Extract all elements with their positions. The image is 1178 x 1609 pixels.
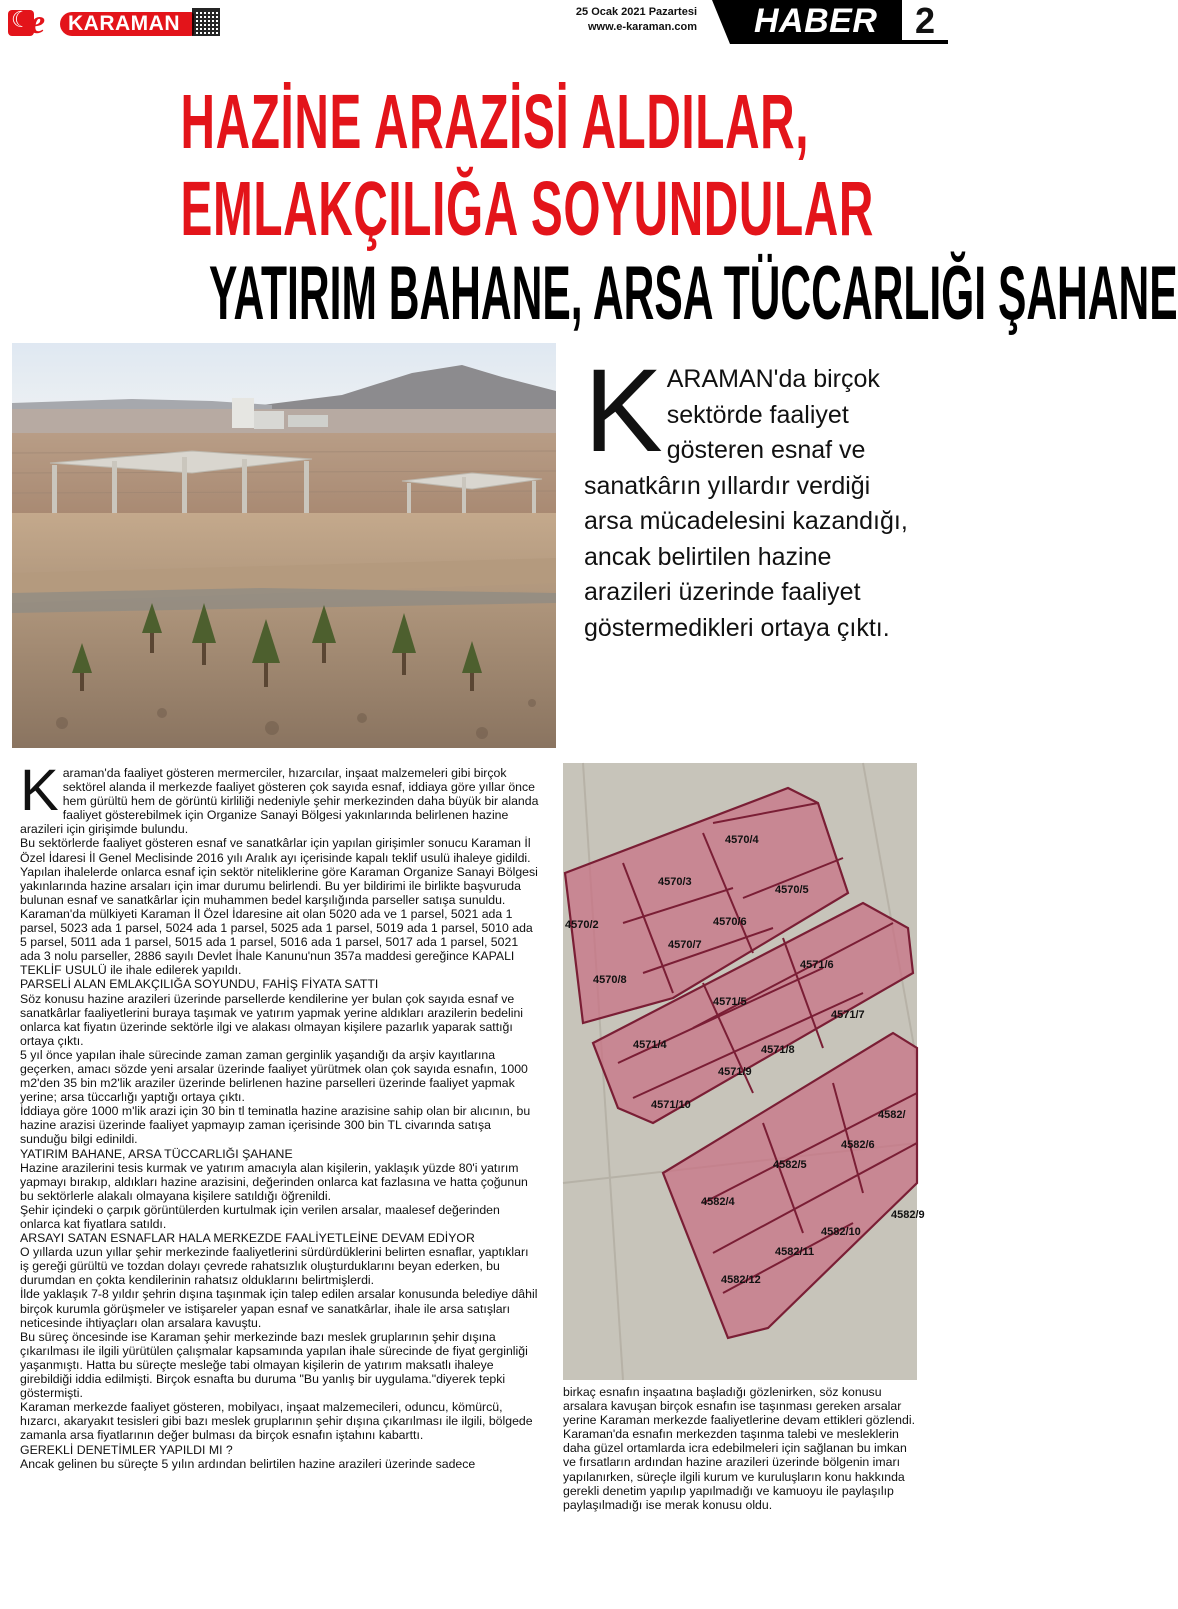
logo-name: KARAMAN xyxy=(68,12,180,35)
section-subheading: ARSAYI SATAN ESNAFLAR HALA MERKEZDE FAALİYETLEİNE DEVAM EDİYOR xyxy=(20,1231,475,1246)
parcel-label: 4582/12 xyxy=(721,1274,761,1286)
body-paragraph: Hazine arazilerini tesis kurmak ve yatırım amacıyla alan kişilerin, yaklaşık yüzde 80'i yatırım yapmayı bırakıp, aldıkları hazine arazisini, değerinden onlarca kat fazlasına ve hatta çoğunun bu sektörlerle alakalı olmayana kişilere satıldığı öğrenildi. xyxy=(20,1160,528,1203)
body-paragraph: Karaman merkezde faaliyet gösteren, mobilyacı, inşaat malzemecileri, oduncu, kömürcü, hızarcı, akaryakıt tesisleri gibi bazı meslek gruplarının şehir dışına çıkarılması ile ilgili, bölgede zamanla arsa fiyatlarının değer bulması da birçok esnafın iştahını kabarttı. xyxy=(20,1400,533,1443)
parcel-label: 4570/4 xyxy=(725,834,759,846)
section-tab-slant xyxy=(712,0,730,44)
parcel-map xyxy=(563,763,925,1380)
body-paragraph: Bu sektörlerde faaliyet gösteren esnaf ve sanatkârlar için yapılan girişimler sonucu Karaman İl Özel İdaresi İl Genel Meclisinde 2016 yılı Aralık ayı içerisinde kapalı teklif usulü ihaleye gidildi. Yapılan ihalelerde onlarca esnaf için sektör niteliklerine göre Karaman Organize Sanayi Bölgesi yakınlarında hazine arsaları için imar durumu belirlendi. Bu yer bildirimi ile birlikte başvuruda bulunan esnaf ve sanatkârlar için muhammen bedel karşılığında parseller satışa sunuldu. xyxy=(20,836,538,907)
website-link[interactable]: www.e-karaman.com xyxy=(587,21,697,33)
parcel-label: 4571/8 xyxy=(761,1044,795,1056)
masthead xyxy=(0,0,950,48)
section-tab xyxy=(730,0,902,44)
issue-date: 25 Ocak 2021 Pazartesi xyxy=(575,6,697,18)
body-paragraph: Bu süreç öncesinde ise Karaman şehir merkezinde bazı meslek gruplarının şehir dışına çıkarılması ile ilgili yürütülen çalışmalar kapsamında yapılan ihale sürecinde de fiyat gerginliği yaşanmıştı. Hatta bu süreçte mesleğe tabi olmayan kişilerin de yatırım maksatlı ihaleye girebildiği iddia edilmişti. Birçok esnafta bu duruma "Bu yanlış bir uygulama."diyerek tepki göstermişti. xyxy=(20,1329,528,1401)
parcel-label: 4582/4 xyxy=(701,1196,735,1208)
parcel-label: 4582/ xyxy=(878,1109,906,1121)
parcel-label: 4571/6 xyxy=(800,959,834,971)
section-subheading: GEREKLİ DENETİMLER YAPILDI MI ? xyxy=(20,1442,233,1457)
landscape-photo-illustration xyxy=(12,343,556,748)
body-paragraph: Karaman'da esnafın merkezden taşınma talebi ve mesleklerin daha güzel ortamlarda icra edebilmeleri için sağlanan bu imkan ve fırsatların ardından hazine arazileri üzerinde bölgenin imarı yapılanırken, süreçle ilgili kurum ve kuruluşların konu hakkında gerekli denetim yapılıp yapılmadığı ve kamuoyu ile paylaşılıp paylaşılmadığı ise merak konusu oldu. xyxy=(563,1427,907,1512)
body-paragraph-text: araman'da faaliyet gösteren mermerciler, hızarcılar, inşaat malzemeleri gibi birçok sektörel alanda il merkezde faaliyet gösteren çok sayıda esnaf, iddiaya göre yıllar önce hem gürültü hem de görüntü kirliliği nedeniyle şehir merkezinden daha büyük bir alanda faaliyet gösterebilmek için Organize Sanayi Bölgesi yakınlarında belirlenen hazine arazileri için girişimde bulundu. xyxy=(20,766,539,837)
body-paragraph: Söz konusu hazine arazileri üzerinde parsellerde kendilerine yer bulan çok sayıda esnaf ve sanatkârlar faaliyetlerini buraya taşımak ve yatırım yapmak yerine aldıkları arazilerin bedelini onlarca kat fiyatın üzerinde sektörle ilgi ve alakası olmayan kişilere pazarlık yaparak sattığı ortaya çıktı. xyxy=(20,991,524,1048)
lead-dropcap: K xyxy=(584,345,663,477)
parcel-label: 4570/5 xyxy=(775,884,809,896)
parcel-label: 4582/11 xyxy=(775,1246,815,1258)
section-subheading: YATIRIM BAHANE, ARSA TÜCCARLIĞI ŞAHANE xyxy=(20,1146,293,1161)
parcel-map-svg xyxy=(563,763,925,1380)
body-paragraph xyxy=(20,758,540,837)
body-paragraph: İddiaya göre 1000 m'lik arazi için 30 bin tl teminatla hazine arazisine sahip olan bir alıcının, bu hazine arazisi üzerinde faaliyet yapmayıp zaman içerisinde 300 bin TL civarında satışa sunduğu bilgi edinildi. xyxy=(20,1104,531,1147)
parcel-label: 4571/9 xyxy=(718,1066,752,1078)
body-paragraph: Karaman'da mülkiyeti Karaman İl Özel İdaresine ait olan 5020 ada ve 1 parsel, 5021 ada 1 parsel, 5023 ada 1 parsel, 5024 ada 1 parsel, 5025 ada 1 parsel, 5019 ada 1 parsel, 5010 ada 5 parsel, 5011 ada 1 parsel, 5015 ada 1 parsel, 5016 ada 1 parsel, 5017 ada 1 parsel, 5021 ada 3 nolu parseller, 2886 sayılı Devlet İhale Kanunu'nun 357a maddesi gereğince KAPALI TEKLİF USULÜ ile ihale edilerek yapıldı. xyxy=(20,906,533,978)
body-paragraph: birkaç esnafın inşaatına başladığı gözlenirken, söz konusu arsalara kavuşan birçok esnafın ise taşınması gereken arsalar yerine Karaman merkezde faaliyetlerine devam ettikleri gözlendi. xyxy=(563,1385,915,1428)
subheadline: YATIRIM BAHANE, ARSA TÜCCARLIĞI ŞAHANE xyxy=(209,251,1178,336)
body-paragraph: İlde yaklaşık 7-8 yıldır şehrin dışına taşınmak için talep edilen arsalar konusunda belediye dâhil birçok kurumla görüşmeler ve istişareler yapan esnaf ve sanatkârlar, ihale ile arsa satışları neticesinde ihtiyaçları olan arsalara kavuştu. xyxy=(20,1287,538,1330)
parcel-label: 4570/2 xyxy=(565,919,599,931)
headline-line-2: EMLAKÇILIĞA SOYUNDULAR xyxy=(180,166,874,252)
parcel-label: 4571/5 xyxy=(713,996,747,1008)
body-paragraph: Ancak gelinen bu süreçte 5 yılın ardından belirtilen hazine arazileri üzerinde sadece xyxy=(20,1456,476,1471)
lead-text: ARAMAN'da birçok sektörde faaliyet gösteren esnaf ve sanatkârın yıllardır verdiği arsa mücadelesini kazandığı, ancak belirtilen hazine arazileri üzerinde faaliyet göstermedikleri ortaya çıktı. xyxy=(584,365,908,642)
parcel-label: 4582/10 xyxy=(821,1226,861,1238)
e-karaman-logo[interactable] xyxy=(8,6,188,40)
article-photo xyxy=(12,343,556,748)
qr-code-icon xyxy=(192,8,220,36)
parcel-label: 4582/9 xyxy=(891,1209,925,1221)
parcel-label: 4570/8 xyxy=(593,974,627,986)
parcel-label: 4571/4 xyxy=(633,1039,667,1051)
parcel-label: 4570/7 xyxy=(668,939,702,951)
lead-paragraph xyxy=(584,345,914,752)
article-body-left xyxy=(20,758,540,1596)
body-paragraph: Şehir içindeki o çarpık görüntülerden kurtulmak için verilen arsalar, maalesef değerinden onlarca kat fiyatlara satıldı. xyxy=(20,1202,500,1231)
page-number: 2 xyxy=(902,0,948,44)
logo-e-letter: e xyxy=(30,4,46,41)
body-paragraph: 5 yıl önce yapılan ihale sürecinde zaman zaman gerginlik yaşandığı da arşiv kayıtlarına geçerken, amacı sözde yeni arsalar üzerinde faaliyet yürütmek olan çok sayıda esnafın, 1000 m2'den 35 bin m2'lik araziler üzerinde belirlenen hazine parselleri üzerinde faaliyet yapmak yerine; arsa tüccarlığı yaptığı ortaya çıktı. xyxy=(20,1047,528,1105)
section-label: HABER xyxy=(754,2,878,40)
parcel-label: 4582/5 xyxy=(773,1159,807,1171)
body-dropcap: K xyxy=(20,758,59,823)
parcel-label: 4570/6 xyxy=(713,916,747,928)
parcel-label: 4571/7 xyxy=(831,1009,865,1021)
parcel-label: 4570/3 xyxy=(658,876,692,888)
section-subheading: PARSELİ ALAN EMLAKÇILIĞA SOYUNDU, FAHİŞ FİYATA SATTI xyxy=(20,977,379,992)
parcel-label: 4582/6 xyxy=(841,1139,875,1151)
headline-line-1: HAZİNE ARAZİSİ ALDILAR, xyxy=(180,79,810,165)
parcel-label: 4571/10 xyxy=(651,1099,691,1111)
body-paragraph: O yıllarda uzun yıllar şehir merkezinde faaliyetlerini sürdürdüklerini belirten esnaflar, yaptıkları iş gereği gürültü ve tozdan dolayı çevrede rahatsızlık oluşturduklarını beyan ederken, bu durumdan en çokta kendilerinin rahatsız olduklarını belirtmişlerdi. xyxy=(20,1245,529,1288)
article-body-right xyxy=(563,1385,919,1575)
